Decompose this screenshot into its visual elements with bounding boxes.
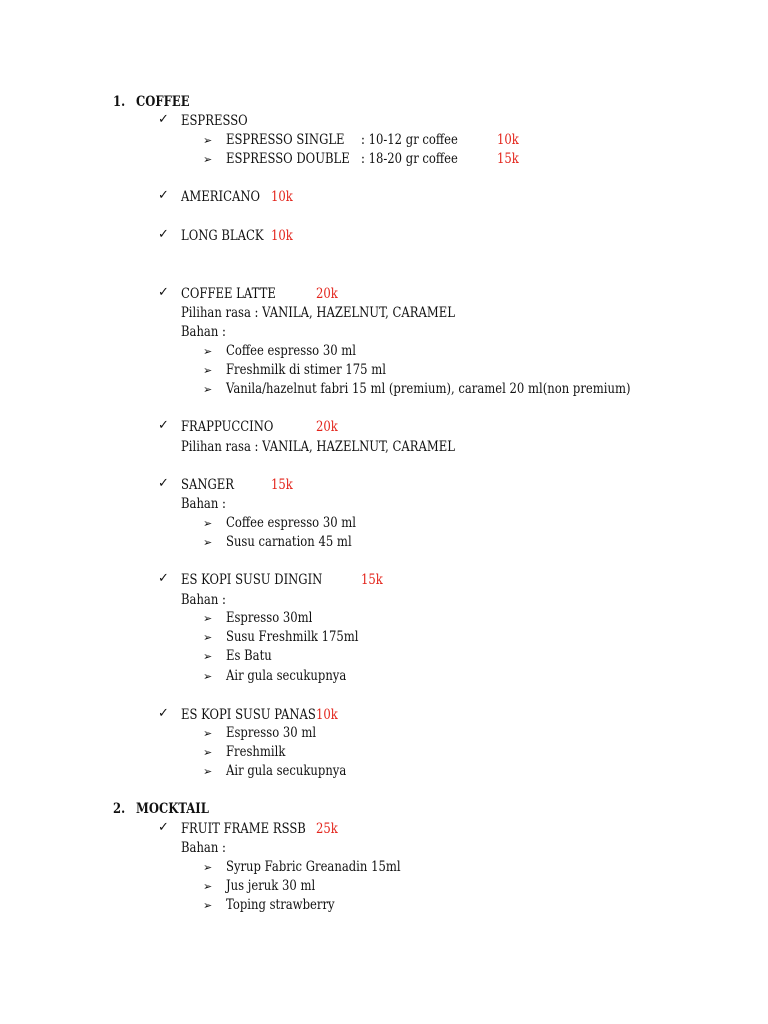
sub-item-price: 10k (497, 132, 519, 148)
check-mark-icon: ✓ (158, 820, 169, 835)
sub-item-price: 15k (497, 151, 519, 167)
arrow-bullet-icon: ➢ (203, 153, 213, 166)
sub-item-text: Syrup Fabric Greanadin 15ml (226, 859, 401, 875)
sub-item-text: ESPRESSO SINGLE (226, 132, 345, 148)
arrow-bullet-icon: ➢ (203, 650, 213, 663)
section-number: 2. (113, 801, 126, 817)
arrow-bullet-icon: ➢ (203, 670, 213, 683)
item-note: Bahan : (181, 840, 226, 856)
arrow-bullet-icon: ➢ (203, 345, 213, 358)
item-price: 20k (316, 286, 338, 302)
item-price: 15k (361, 572, 383, 588)
item-price: 10k (271, 189, 293, 205)
sub-item-text: Toping strawberry (226, 897, 335, 913)
sub-item-text: Freshmilk di stimer 175 ml (226, 362, 386, 378)
item-name: ESPRESSO (181, 113, 248, 129)
arrow-bullet-icon: ➢ (203, 536, 213, 549)
item-name: SANGER (181, 477, 234, 493)
arrow-bullet-icon: ➢ (203, 765, 213, 778)
sub-item-text: Susu carnation 45 ml (226, 534, 352, 550)
sub-item-text: Jus jeruk 30 ml (226, 878, 316, 894)
item-name: LONG BLACK (181, 228, 264, 244)
check-mark-icon: ✓ (158, 227, 169, 242)
item-note: Bahan : (181, 496, 226, 512)
sub-item-text: ESPRESSO DOUBLE (226, 151, 350, 167)
check-mark-icon: ✓ (158, 188, 169, 203)
item-name: FRUIT FRAME RSSB (181, 821, 306, 837)
item-price: 10k (271, 228, 293, 244)
sub-item-detail: : 10-12 gr coffee (361, 132, 458, 148)
item-price: 20k (316, 419, 338, 435)
arrow-bullet-icon: ➢ (203, 880, 213, 893)
sub-item-text: Espresso 30ml (226, 610, 313, 626)
sub-item-text: Air gula secukupnya (226, 763, 347, 779)
arrow-bullet-icon: ➢ (203, 746, 213, 759)
arrow-bullet-icon: ➢ (203, 612, 213, 625)
item-name: AMERICANO (181, 189, 261, 205)
sub-item-text: Freshmilk (226, 744, 286, 760)
item-price: 10k (316, 707, 338, 723)
section-title: MOCKTAIL (136, 801, 209, 817)
arrow-bullet-icon: ➢ (203, 364, 213, 377)
check-mark-icon: ✓ (158, 418, 169, 433)
sub-item-text: Espresso 30 ml (226, 725, 317, 741)
sub-item-detail: : 18-20 gr coffee (361, 151, 458, 167)
arrow-bullet-icon: ➢ (203, 861, 213, 874)
sub-item-text: Air gula secukupnya (226, 668, 347, 684)
item-note: Bahan : (181, 324, 226, 340)
arrow-bullet-icon: ➢ (203, 899, 213, 912)
sub-item-text: Coffee espresso 30 ml (226, 515, 357, 531)
arrow-bullet-icon: ➢ (203, 383, 213, 396)
item-name: ES KOPI SUSU DINGIN (181, 572, 323, 588)
check-mark-icon: ✓ (158, 112, 169, 127)
item-note: Pilihan rasa : VANILA, HAZELNUT, CARAMEL (181, 439, 455, 455)
item-price: 25k (316, 821, 338, 837)
item-note: Pilihan rasa : VANILA, HAZELNUT, CARAMEL (181, 305, 455, 321)
item-name: ES KOPI SUSU PANAS (181, 707, 316, 723)
arrow-bullet-icon: ➢ (203, 517, 213, 530)
check-mark-icon: ✓ (158, 706, 169, 721)
item-note: Bahan : (181, 592, 226, 608)
sub-item-text: Susu Freshmilk 175ml (226, 629, 359, 645)
arrow-bullet-icon: ➢ (203, 727, 213, 740)
sub-item-text: Coffee espresso 30 ml (226, 343, 357, 359)
arrow-bullet-icon: ➢ (203, 631, 213, 644)
sub-item-text: Vanila/hazelnut fabri 15 ml (premium), caramel 20 ml(non premium) (226, 381, 631, 397)
section-title: COFFEE (136, 94, 190, 110)
check-mark-icon: ✓ (158, 285, 169, 300)
item-name: COFFEE LATTE (181, 286, 276, 302)
check-mark-icon: ✓ (158, 476, 169, 491)
check-mark-icon: ✓ (158, 571, 169, 586)
sub-item-text: Es Batu (226, 648, 272, 664)
section-number: 1. (113, 94, 126, 110)
item-price: 15k (271, 477, 293, 493)
arrow-bullet-icon: ➢ (203, 134, 213, 147)
item-name: FRAPPUCCINO (181, 419, 274, 435)
